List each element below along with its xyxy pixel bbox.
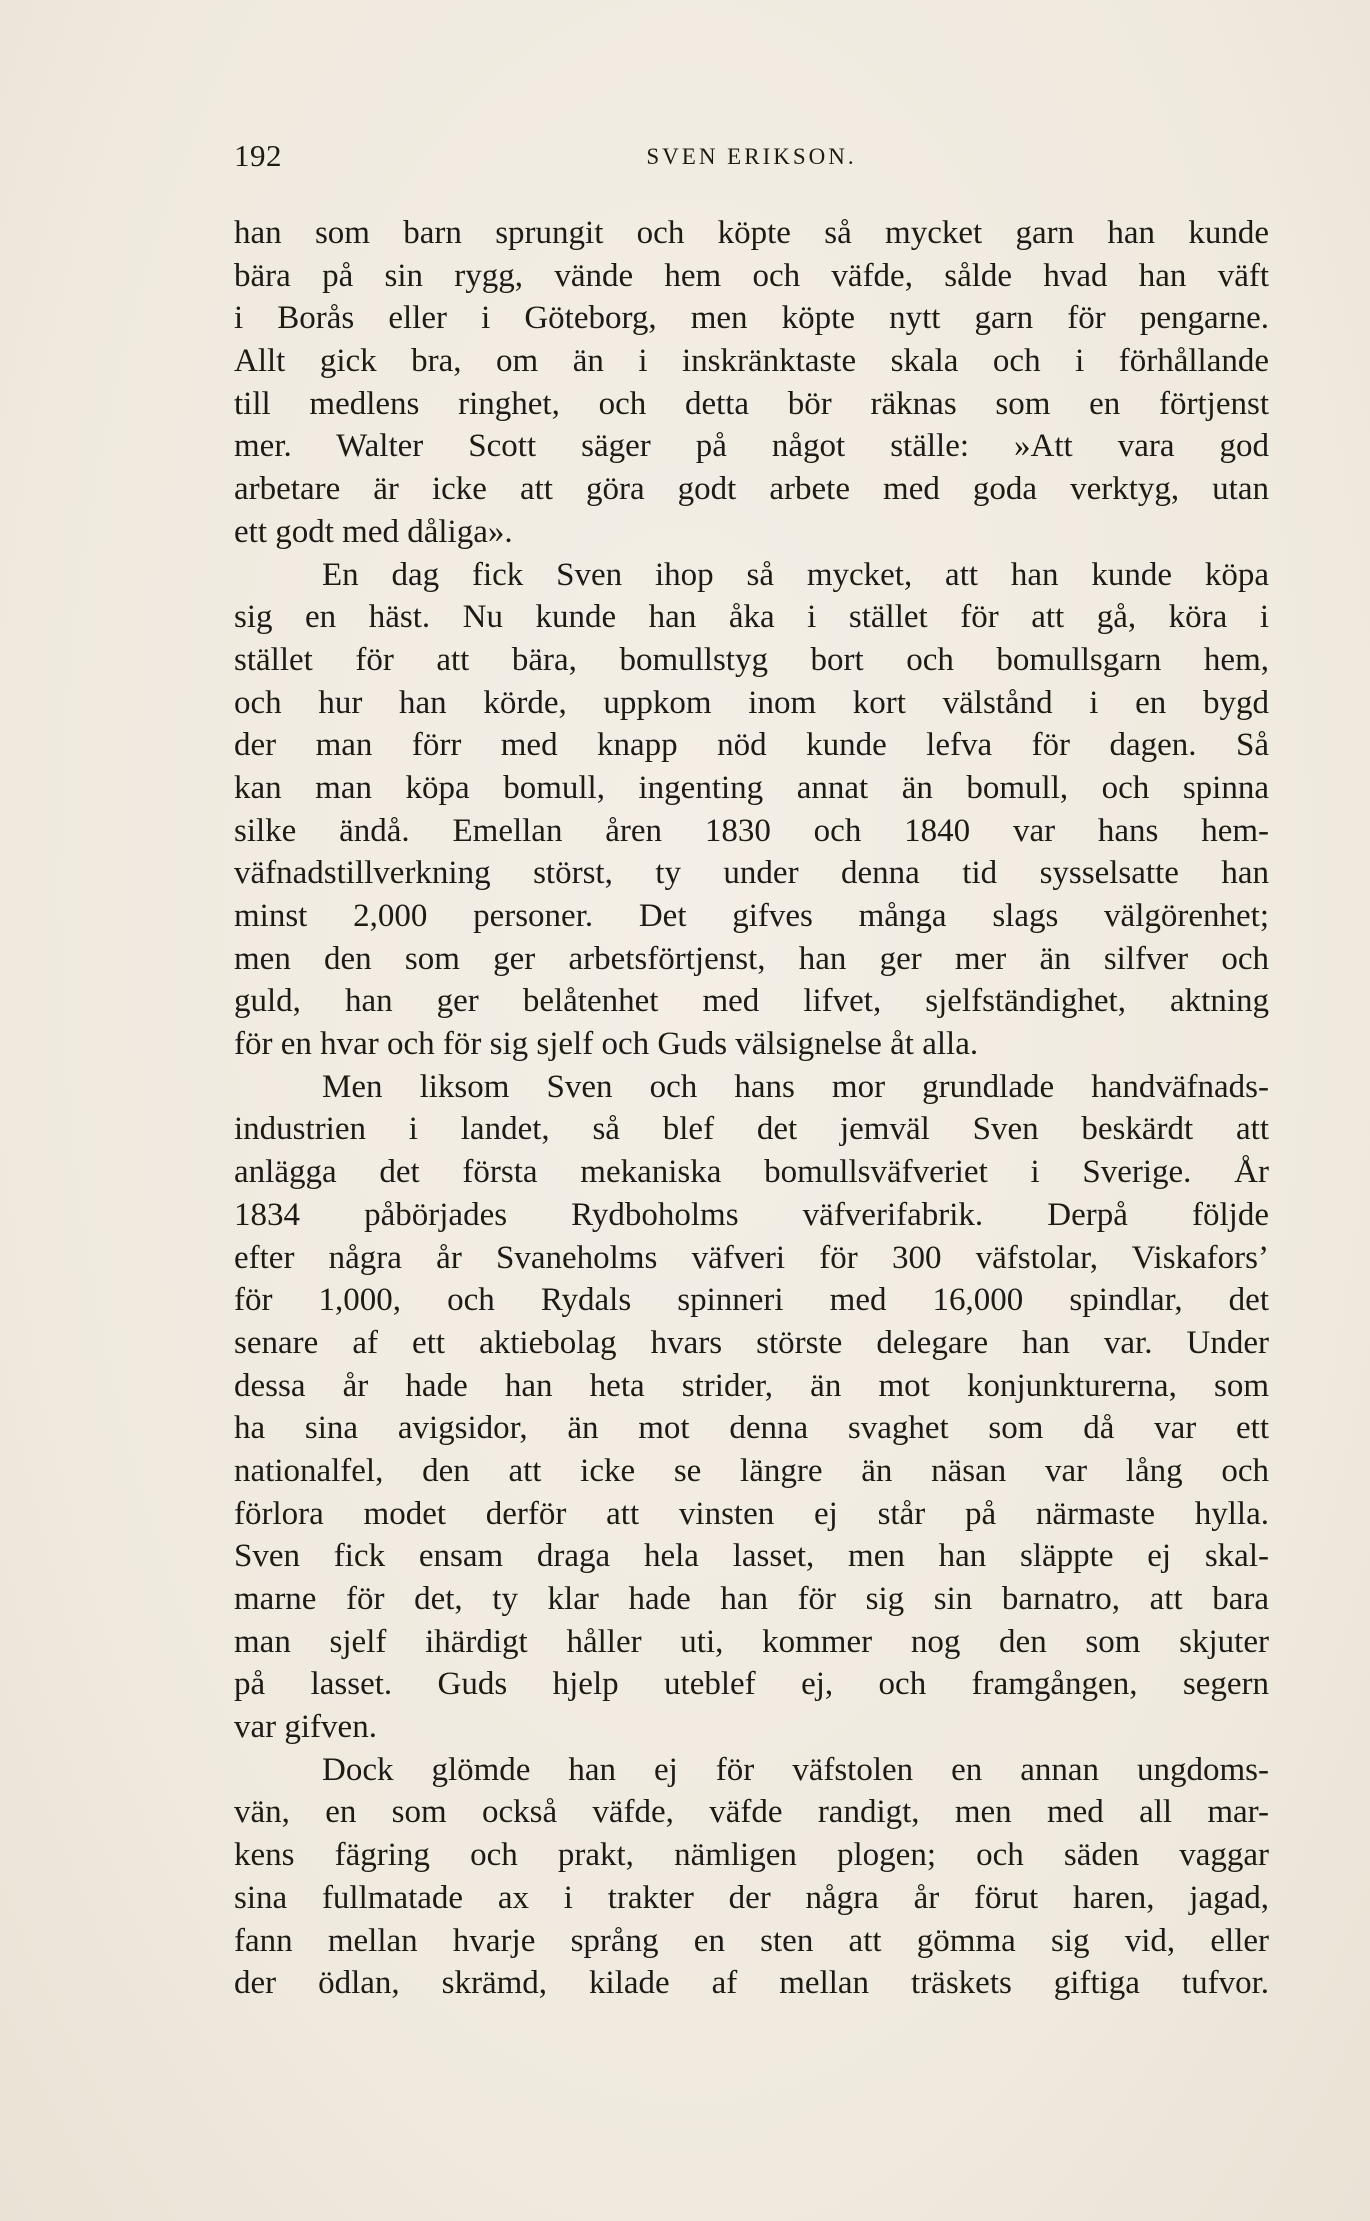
text-line: sig en häst. Nu kunde han åka i stället för att gå, köra i (234, 599, 1269, 636)
text-line: men den som ger arbetsförtjenst, han ger mer än silfver och (234, 940, 1269, 977)
text-line: nationalfel, den att icke se längre än näsan var lång och (234, 1452, 1269, 1489)
text-line: kens fägring och prakt, nämligen plogen; och säden vaggar (234, 1837, 1269, 1874)
text-line: En dag fick Sven ihop så mycket, att han kunde köpa (322, 556, 1269, 593)
running-head: SVEN ERIKSON. (646, 144, 857, 169)
text-line: stället för att bära, bomullstyg bort och bomullsgarn hem, (234, 641, 1269, 678)
text-line: i Borås eller i Göteborg, men köpte nytt garn för pengarne. (234, 300, 1269, 337)
text-line: der man förr med knapp nöd kunde lefva för dagen. Så (234, 727, 1269, 764)
text-line: silke ändå. Emellan åren 1830 och 1840 var hans hem- (234, 812, 1269, 849)
text-line: ett godt med dåliga». (234, 513, 513, 550)
text-line: Sven fick ensam draga hela lasset, men han släppte ej skal- (234, 1538, 1269, 1575)
text-line: väfnadstillverkning störst, ty under denna tid sysselsatte han (234, 855, 1269, 892)
text-line: fann mellan hvarje språng en sten att gömma sig vid, eller (234, 1922, 1269, 1959)
text-line: han som barn sprungit och köpte så mycket garn han kunde (234, 215, 1269, 251)
body-text (234, 212, 1269, 2005)
text-line: industrien i landet, så blef det jemväl Sven beskärdt att (234, 1111, 1269, 1148)
text-line: dessa år hade han heta strider, än mot konjunkturerna, som (234, 1367, 1269, 1404)
text-line: Dock glömde han ej för väfstolen en annan ungdoms- (322, 1751, 1269, 1788)
text-line: på lasset. Guds hjelp uteblef ej, och framgången, segern (234, 1666, 1269, 1703)
page-number: 192 (234, 138, 282, 173)
text-line: ha sina avigsidor, än mot denna svaghet som då var ett (234, 1410, 1269, 1447)
text-line: arbetare är icke att göra godt arbete med goda verktyg, utan (234, 471, 1269, 508)
page-header (234, 138, 1269, 188)
text-line: efter några år Svaneholms väfveri för 300 väfstolar, Viskafors’ (234, 1239, 1269, 1276)
text-line: vän, en som också väfde, väfde randigt, men med all mar- (234, 1794, 1269, 1831)
text-line: kan man köpa bomull, ingenting annat än bomull, och spinna (234, 769, 1269, 806)
text-line: Allt gick bra, om än i inskränktaste skala och i förhållande (234, 343, 1269, 380)
text-line: och hur han körde, uppkom inom kort välstånd i en bygd (234, 684, 1269, 721)
text-line: sina fullmatade ax i trakter der några år förut haren, jagad, (234, 1879, 1269, 1916)
text-line: guld, han ger belåtenhet med lifvet, sjelfständighet, aktning (234, 983, 1269, 1020)
text-line: 1834 påbörjades Rydboholms väfverifabrik. Derpå följde (234, 1196, 1269, 1233)
text-line: till medlens ringhet, och detta bör räknas som en förtjenst (234, 385, 1269, 422)
text-line: marne för det, ty klar hade han för sig sin barnatro, att bara (234, 1581, 1269, 1617)
text-line: för 1,000, och Rydals spinneri med 16,000 spindlar, det (234, 1282, 1269, 1319)
text-line: förlora modet derför att vinsten ej står på närmaste hylla. (234, 1495, 1269, 1532)
text-line: minst 2,000 personer. Det gifves många slags välgörenhet; (234, 898, 1269, 934)
text-line: mer. Walter Scott säger på något ställe: »Att vara god (234, 428, 1269, 465)
text-line: der ödlan, skrämd, kilade af mellan träskets giftiga tufvor. (234, 1965, 1269, 2002)
text-line: var gifven. (234, 1709, 377, 1746)
text-line: man sjelf ihärdigt håller uti, kommer nog den som skjuter (234, 1623, 1269, 1660)
text-line: anlägga det första mekaniska bomullsväfveriet i Sverige. År (234, 1154, 1269, 1191)
text-line: bära på sin rygg, vände hem och väfde, sålde hvad han väft (234, 257, 1269, 294)
text-line: senare af ett aktiebolag hvars störste delegare han var. Under (234, 1324, 1269, 1361)
text-line: för en hvar och för sig sjelf och Guds välsignelse åt alla. (234, 1026, 979, 1063)
text-line: Men liksom Sven och hans mor grundlade handväfnads- (322, 1068, 1269, 1105)
